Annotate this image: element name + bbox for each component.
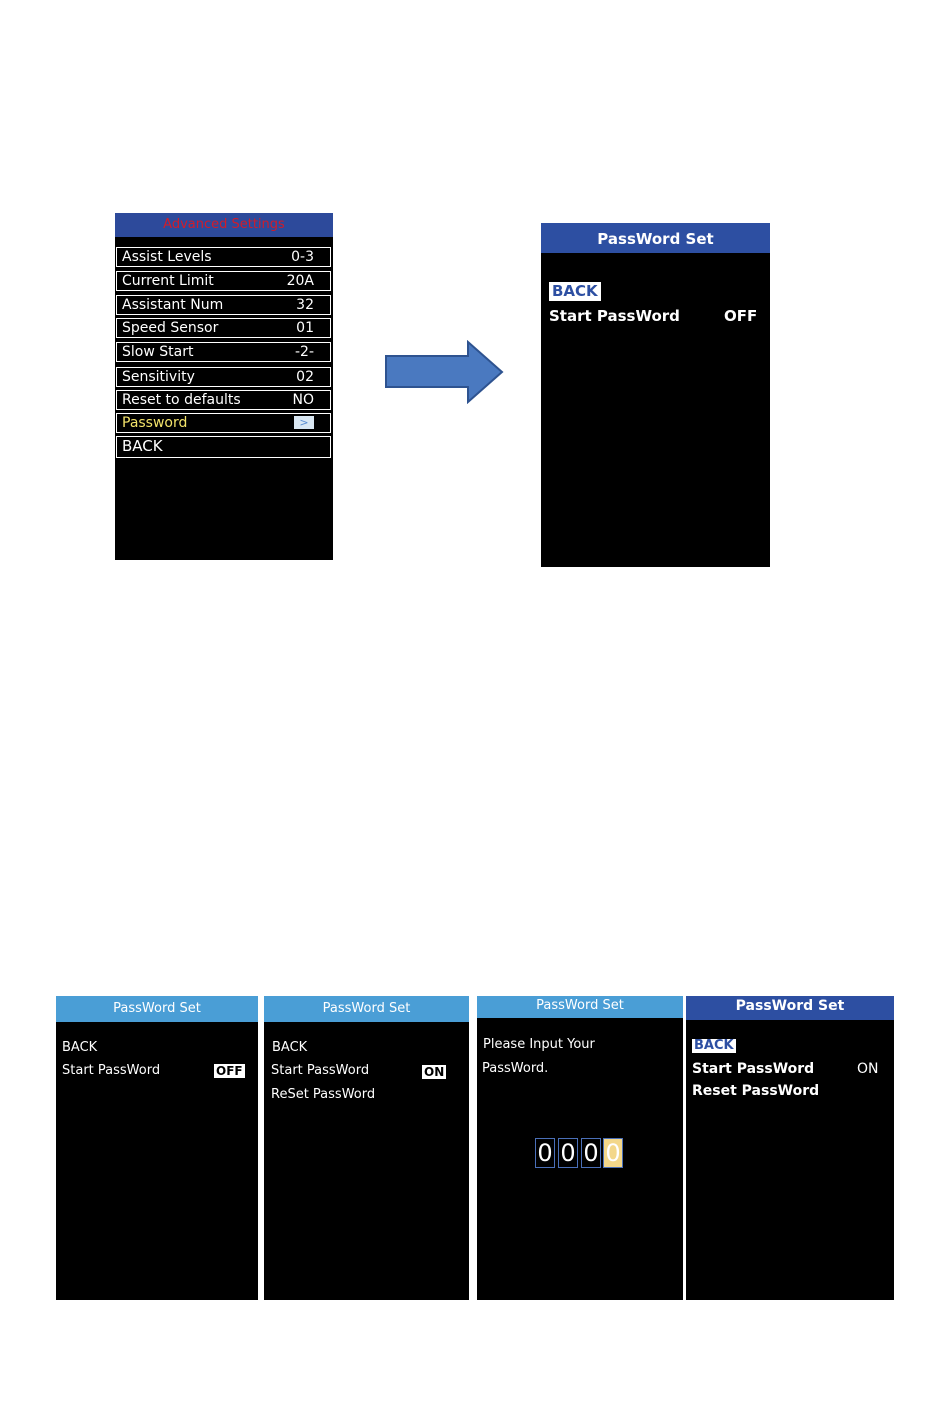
- chevron-right-icon: >: [294, 416, 314, 429]
- step-2-screen: [264, 996, 469, 1300]
- menu-row-label: Reset to defaults: [122, 392, 241, 408]
- start-password-toggle[interactable]: ON: [424, 1065, 445, 1079]
- step-4-screen: [686, 996, 894, 1300]
- menu-row-current-limit[interactable]: [116, 271, 331, 291]
- step-title: PassWord Set: [686, 996, 894, 1020]
- reset-password-label[interactable]: Reset PassWord: [692, 1083, 820, 1099]
- step-title: PassWord Set: [477, 996, 683, 1018]
- menu-row-label: Speed Sensor: [122, 320, 219, 336]
- start-password-label[interactable]: Start PassWord: [62, 1063, 161, 1078]
- start-password-value: OFF: [724, 307, 758, 325]
- menu-row-value: 01: [296, 320, 314, 336]
- menu-row-slow-start[interactable]: [116, 342, 331, 362]
- advanced-settings-screen: [115, 213, 333, 560]
- start-password-label[interactable]: Start PassWord: [692, 1061, 815, 1077]
- menu-row-label: Sensitivity: [122, 369, 195, 385]
- reset-password-label[interactable]: ReSet PassWord: [271, 1087, 376, 1102]
- menu-row-value: 32: [296, 297, 314, 313]
- password-set-screen: [541, 223, 770, 567]
- back-button[interactable]: BACK: [272, 1040, 308, 1055]
- password-digit-2[interactable]: 0: [558, 1138, 578, 1168]
- start-password-label[interactable]: Start PassWord: [271, 1063, 370, 1078]
- menu-row-back[interactable]: [116, 436, 331, 458]
- step-3-screen: [477, 996, 683, 1300]
- menu-row-reset-defaults[interactable]: [116, 390, 331, 410]
- start-password-toggle[interactable]: OFF: [216, 1064, 243, 1078]
- menu-row-assist-levels[interactable]: [116, 247, 331, 267]
- menu-row-value: NO: [292, 392, 314, 408]
- step-1-screen: [56, 996, 258, 1300]
- menu-row-password[interactable]: [116, 413, 331, 433]
- advanced-settings-title: Advanced Settings: [115, 213, 333, 237]
- menu-row-speed-sensor[interactable]: [116, 318, 331, 338]
- menu-row-sensitivity[interactable]: [116, 367, 331, 387]
- password-digit-3[interactable]: 0: [581, 1138, 601, 1168]
- step-title: PassWord Set: [56, 996, 258, 1022]
- password-digit-4[interactable]: 0: [603, 1138, 623, 1168]
- menu-row-label: BACK: [122, 437, 163, 455]
- start-password-value: ON: [857, 1061, 879, 1077]
- menu-row-label: Current Limit: [122, 273, 214, 289]
- menu-row-value: 02: [296, 369, 314, 385]
- password-digit-1[interactable]: 0: [535, 1138, 555, 1168]
- back-button[interactable]: BACK: [549, 282, 601, 301]
- back-button[interactable]: BACK: [694, 1038, 734, 1053]
- menu-row-value: 20A: [286, 273, 314, 289]
- menu-row-label: Assist Levels: [122, 249, 212, 265]
- menu-row-label: Assistant Num: [122, 297, 224, 313]
- password-prompt-line-1: Please Input Your: [483, 1037, 595, 1052]
- start-password-label[interactable]: Start PassWord: [549, 307, 680, 325]
- arrow-right-icon: [384, 340, 504, 404]
- menu-row-assistant-num[interactable]: [116, 295, 331, 315]
- password-prompt-line-2: PassWord.: [482, 1061, 549, 1076]
- back-button[interactable]: BACK: [62, 1040, 98, 1055]
- step-title: PassWord Set: [264, 996, 469, 1022]
- menu-row-label: Slow Start: [122, 344, 194, 360]
- menu-row-label: Password: [122, 415, 188, 431]
- menu-row-value: 0-3: [291, 249, 314, 265]
- menu-row-value: -2-: [294, 344, 314, 360]
- password-set-title: PassWord Set: [541, 223, 770, 253]
